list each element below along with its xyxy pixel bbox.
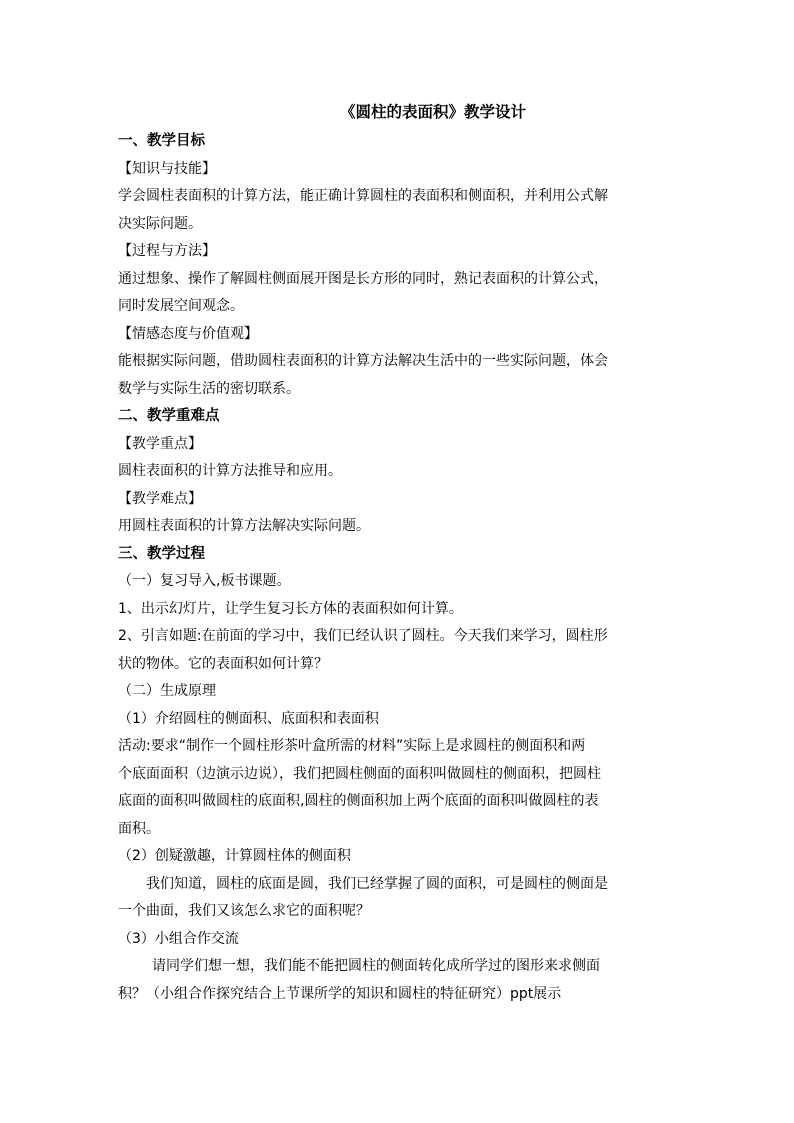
paragraph-line: 数学与实际生活的密切联系。 bbox=[118, 380, 300, 397]
paragraph-line: 我们知道，圆柱的底面是圆，我们已经掌握了圆的面积，可是圆柱的侧面是 bbox=[146, 875, 608, 892]
paragraph-line: 【知识与技能】 bbox=[118, 160, 216, 177]
paragraph-line: 圆柱表面积的计算方法推导和应用。 bbox=[118, 463, 342, 479]
document-lines bbox=[118, 128, 686, 1008]
paragraph-line: （二）生成原理 bbox=[118, 683, 216, 699]
paragraph-line: 决实际问题。 bbox=[118, 215, 202, 232]
paragraph-line: 面积。 bbox=[118, 820, 160, 837]
paragraph-line: 状的物体。它的表面积如何计算？ bbox=[118, 655, 328, 672]
paragraph-line: 学会圆柱表面积的计算方法，能正确计算圆柱的表面积和侧面积，并利用公式解 bbox=[118, 188, 608, 204]
paragraph-line: 积？（小组合作探究结合上节课所学的知识和圆柱的特征研究）ppt展示 bbox=[118, 985, 562, 1002]
paragraph-line: 【教学重点】 bbox=[118, 435, 202, 452]
paragraph-line: （一）复习导入,板书课题。 bbox=[118, 573, 291, 589]
paragraph-line: 【过程与方法】 bbox=[118, 243, 216, 259]
paragraph-line: 活动:要求“制作一个圆柱形茶叶盒所需的材料”实际上是求圆柱的侧面积和两 bbox=[118, 738, 586, 754]
paragraph-line: 同时发展空间观念。 bbox=[118, 298, 244, 314]
paragraph-line: （3）小组合作交流 bbox=[118, 930, 239, 947]
paragraph-line: （2）创疑激趣，计算圆柱体的侧面积 bbox=[118, 848, 351, 864]
paragraph-line: 请同学们想一想，我们能不能把圆柱的侧面转化成所学过的图形来求侧面 bbox=[152, 958, 600, 974]
paragraph-line: 【情感态度与价值观】 bbox=[118, 325, 258, 342]
paragraph-line: 通过想象、操作了解圆柱侧面展开图是长方形的同时，熟记表面积的计算公式， bbox=[118, 270, 608, 287]
paragraph-line: 能根据实际问题，借助圆柱表面积的计算方法解决生活中的一些实际问题，体会 bbox=[118, 353, 608, 369]
section-heading: 二、教学重难点 bbox=[118, 408, 220, 424]
section-heading: 一、教学目标 bbox=[118, 133, 205, 149]
paragraph-line: 个底面面积（边演示边说），我们把圆柱侧面的面积叫做圆柱的侧面积，把圆柱 bbox=[118, 765, 601, 782]
paragraph-line: 【教学难点】 bbox=[118, 490, 202, 507]
paragraph-line: 用圆柱表面积的计算方法解决实际问题。 bbox=[118, 518, 370, 534]
paragraph-line: 2、引言如题:在前面的学习中，我们已经认识了圆柱。今天我们来学习，圆柱形 bbox=[118, 628, 608, 644]
section-heading: 三、教学过程 bbox=[118, 545, 205, 562]
paragraph-line: 一个曲面，我们又该怎么求它的面积呢？ bbox=[118, 903, 370, 919]
paragraph-line: （1）介绍圆柱的侧面积、底面积和表面积 bbox=[118, 710, 379, 727]
document-title: 《圆柱的表面积》教学设计 bbox=[339, 103, 526, 121]
paragraph-line: 1、出示幻灯片，让学生复习长方体的表面积如何计算。 bbox=[118, 600, 463, 617]
paragraph-line: 底面的面积叫做圆柱的底面积,圆柱的侧面积加上两个底面的面积叫做圆柱的表 bbox=[118, 793, 599, 809]
document-body bbox=[118, 100, 686, 1008]
